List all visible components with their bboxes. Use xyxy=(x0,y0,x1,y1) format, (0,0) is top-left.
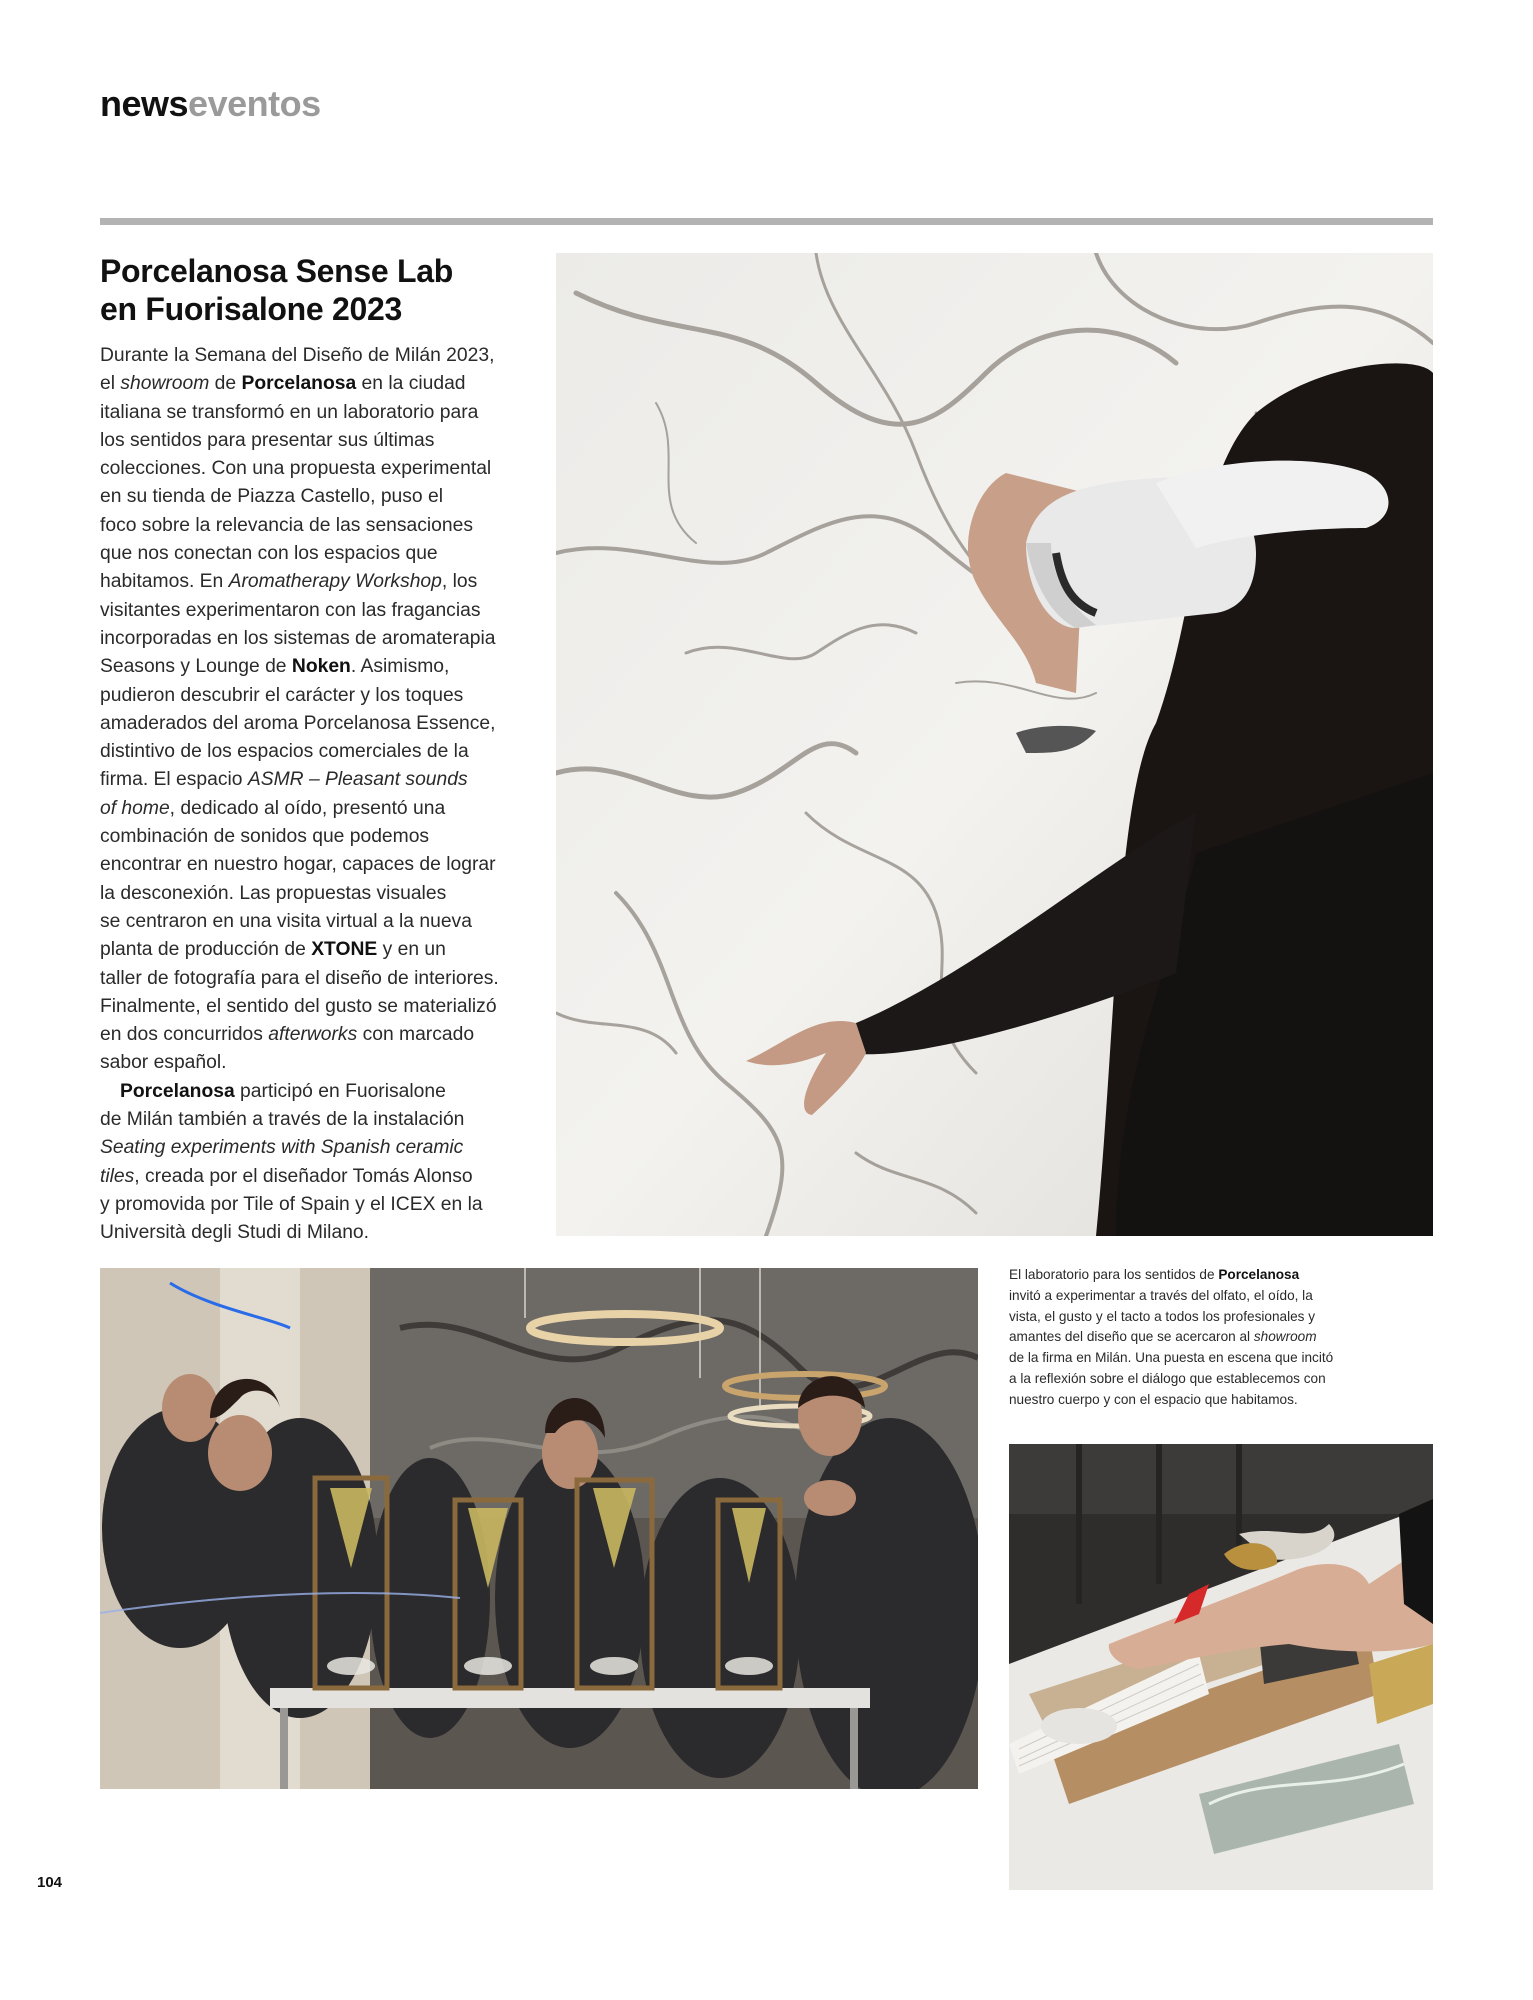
body-line: colecciones. Con una propuesta experimental xyxy=(100,458,492,480)
article-title-line: en Fuorisalone 2023 xyxy=(100,291,402,327)
caption-line: invitó a experimentar a través del olfato, el oído, la xyxy=(1009,1287,1313,1303)
body-line: la desconexión. Las propuestas visuales xyxy=(100,882,447,904)
caption-line: de la firma en Milán. Una puesta en escena que incitó xyxy=(1009,1350,1334,1366)
body-line: en su tienda de Piazza Castello, puso el xyxy=(100,486,443,508)
caption-line: vista, el gusto y el tacto a todos los profesionales y xyxy=(1009,1308,1316,1324)
vr-headset-photo xyxy=(556,253,1433,1236)
body-line: of home, dedicado al oído, presentó una xyxy=(100,797,446,819)
body-line: firma. El espacio ASMR – Pleasant sounds xyxy=(100,769,468,791)
body-line: planta de producción de XTONE y en un xyxy=(100,939,446,961)
body-line: sabor español. xyxy=(100,1052,227,1074)
caption-line: amantes del diseño que se acercaron al showroom xyxy=(1009,1329,1317,1345)
body-line: italiana se transformó en un laboratorio para xyxy=(100,401,479,423)
body-line: que nos conectan con los espacios que xyxy=(100,543,438,565)
header-rule xyxy=(100,218,1433,225)
body-line: los sentidos para presentar sus últimas xyxy=(100,429,435,451)
body-line: Università degli Studi di Milano. xyxy=(100,1222,369,1244)
section-label-news: news xyxy=(100,83,189,124)
body-line: pudieron descubrir el carácter y los toques xyxy=(100,684,464,706)
fragrance-lab-photo xyxy=(100,1268,978,1789)
body-line: combinación de sonidos que podemos xyxy=(100,826,430,848)
article-body xyxy=(100,342,530,1248)
body-line: de Milán también a través de la instalación xyxy=(100,1109,465,1131)
body-line: distintivo de los espacios comerciales de la xyxy=(100,741,469,763)
article-title-line: Porcelanosa Sense Lab xyxy=(100,253,453,289)
body-line: Seasons y Lounge de Noken. Asimismo, xyxy=(100,656,450,678)
body-line: amaderados del aroma Porcelanosa Essence, xyxy=(100,712,496,734)
body-line: Finalmente, el sentido del gusto se materializó xyxy=(100,995,497,1017)
body-line: el showroom de Porcelanosa en la ciudad xyxy=(100,373,466,395)
body-line: taller de fotografía para el diseño de interiores. xyxy=(100,967,499,989)
body-line: foco sobre la relevancia de las sensaciones xyxy=(100,514,473,536)
photo-caption xyxy=(1009,1265,1339,1411)
section-label-eventos: eventos xyxy=(188,83,321,124)
material-samples-photo xyxy=(1009,1444,1433,1890)
caption-line: nuestro cuerpo y con el espacio que habitamos. xyxy=(1009,1391,1298,1407)
body-line: encontrar en nuestro hogar, capaces de lograr xyxy=(100,854,496,876)
body-line: y promovida por Tile of Spain y el ICEX en la xyxy=(100,1193,483,1215)
body-line: habitamos. En Aromatherapy Workshop, los xyxy=(100,571,478,593)
body-line: visitantes experimentaron con las fragancias xyxy=(100,599,481,621)
body-line: Seating experiments with Spanish ceramic xyxy=(100,1137,464,1159)
body-line: incorporadas en los sistemas de aromaterapia xyxy=(100,627,496,649)
caption-line: El laboratorio para los sentidos de Porcelanosa xyxy=(1009,1267,1300,1282)
body-line: tiles, creada por el diseñador Tomás Alonso xyxy=(100,1165,473,1187)
body-line: en dos concurridos afterworks con marcado xyxy=(100,1024,475,1046)
body-line: se centraron en una visita virtual a la nueva xyxy=(100,910,472,932)
page-number: 104 xyxy=(37,1874,63,1891)
caption-line: a la reflexión sobre el diálogo que establecemos con xyxy=(1009,1370,1326,1386)
section-header xyxy=(100,83,321,124)
body-line: Porcelanosa participó en Fuorisalone xyxy=(120,1080,446,1102)
article-title xyxy=(100,252,540,328)
body-line: Durante la Semana del Diseño de Milán 2023, xyxy=(100,345,495,366)
